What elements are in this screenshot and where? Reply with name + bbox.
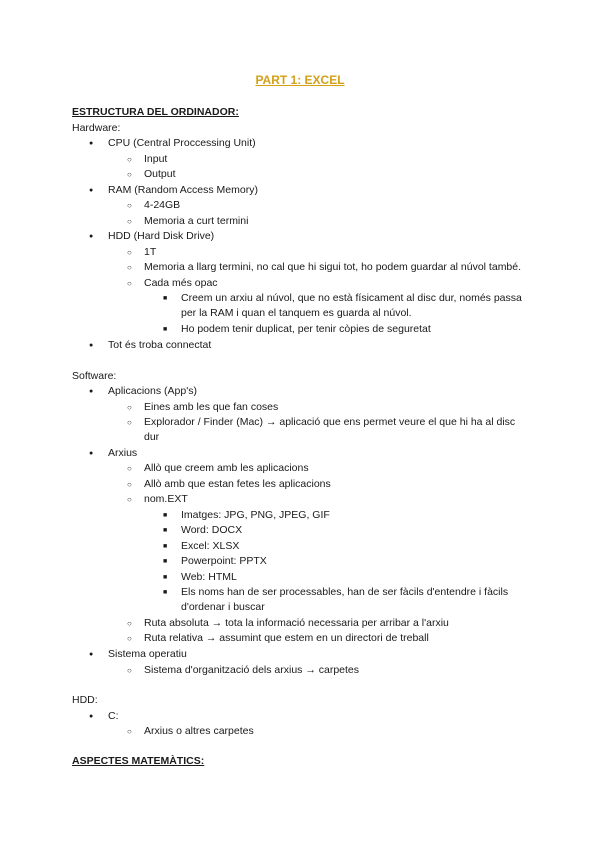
list-item: ● HDD (Hard Disk Drive) bbox=[108, 229, 214, 245]
list-item: ○ Input bbox=[144, 152, 167, 168]
list-item: ○ Cada més opac bbox=[144, 276, 218, 292]
hdd-label: HDD: bbox=[72, 694, 98, 706]
list-item: ○ Allò amb que estan fetes les aplicacions bbox=[144, 477, 331, 493]
list-item: ● Arxius bbox=[108, 446, 137, 462]
list-item: ● Tot és troba connectat bbox=[108, 338, 211, 354]
list-item: ○ nom.EXT bbox=[144, 492, 188, 508]
page-title: PART 1: EXCEL bbox=[255, 73, 345, 87]
math-heading: ASPECTES MATEMÀTICS: bbox=[72, 755, 205, 767]
list-item: ○ Eines amb les que fan coses bbox=[144, 400, 278, 416]
list-item: ○ Arxius o altres carpetes bbox=[144, 724, 254, 740]
list-item: ■ Word: DOCX bbox=[181, 523, 242, 539]
list-item: ○ Allò que creem amb les aplicacions bbox=[144, 461, 309, 477]
list-item: ■ Excel: XLSX bbox=[181, 539, 239, 555]
list-item: ○ 4-24GB bbox=[144, 198, 180, 214]
list-item: ■ Creem un arxiu al núvol, que no està físicament al disc dur, només passa bbox=[181, 291, 522, 307]
list-item: ○ Ruta relativa → assumint que estem en un directori de treball bbox=[144, 631, 429, 647]
list-item: ■ Imatges: JPG, PNG, JPEG, GIF bbox=[181, 508, 330, 524]
list-item-continuation: per la RAM i quan el tanquem es guarda al núvol. bbox=[181, 307, 412, 319]
list-item: ■ Els noms han de ser processables, han de ser fàcils d'entendre i fàcils bbox=[181, 585, 508, 601]
list-item: ● CPU (Central Proccessing Unit) bbox=[108, 136, 256, 152]
list-item: ■ Powerpoint: PPTX bbox=[181, 554, 267, 570]
list-item: ○ Output bbox=[144, 167, 176, 183]
list-item: ● Aplicacions (App's) bbox=[108, 384, 197, 400]
list-item: ■ Ho podem tenir duplicat, per tenir còpies de seguretat bbox=[181, 322, 431, 338]
list-item: ○ Explorador / Finder (Mac) → aplicació que ens permet veure el que hi ha al disc bbox=[144, 415, 515, 431]
list-item: ○ 1T bbox=[144, 245, 156, 261]
list-item: ● C: bbox=[108, 709, 119, 725]
list-item-continuation: d'ordenar i buscar bbox=[181, 601, 265, 613]
list-item: ○ Ruta absoluta → tota la informació necessaria per arribar a l'arxiu bbox=[144, 616, 449, 632]
list-item: ○ Sistema d'organització dels arxius → carpetes bbox=[144, 663, 359, 679]
list-item: ○ Memoria a curt termini bbox=[144, 214, 248, 230]
hardware-label: Hardware: bbox=[72, 122, 121, 134]
list-item: ● Sistema operatiu bbox=[108, 647, 187, 663]
list-item: ● RAM (Random Access Memory) bbox=[108, 183, 258, 199]
structure-heading: ESTRUCTURA DEL ORDINADOR: bbox=[72, 106, 239, 118]
list-item: ○ Memoria a llarg termini, no cal que hi sigui tot, ho podem guardar al núvol també. bbox=[144, 260, 521, 276]
list-item-continuation: dur bbox=[144, 431, 160, 443]
list-item: ■ Web: HTML bbox=[181, 570, 237, 586]
software-label: Software: bbox=[72, 370, 117, 382]
